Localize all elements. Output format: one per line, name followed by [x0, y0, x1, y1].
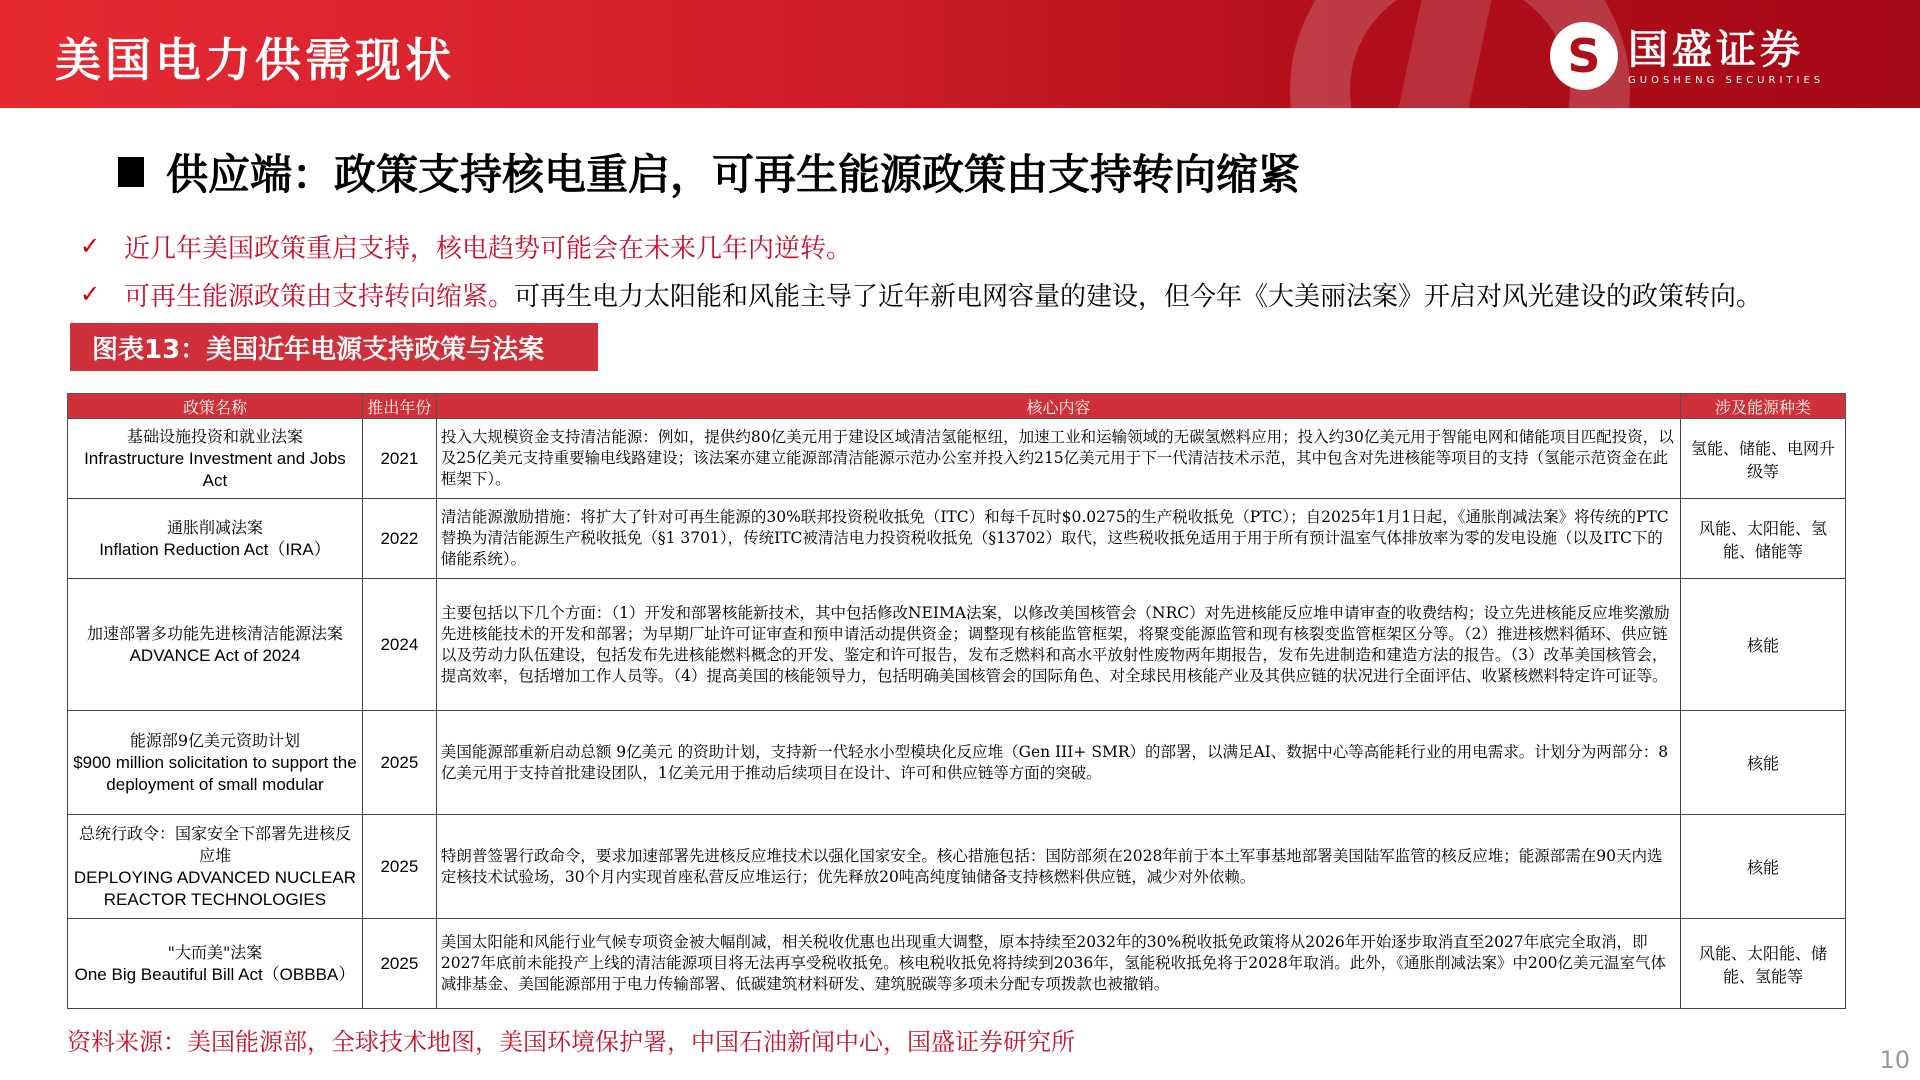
energy-cell: 核能 — [1681, 711, 1846, 815]
year-cell: 2025 — [362, 919, 436, 1009]
logo-name-en: GUOSHENG SECURITIES — [1628, 74, 1825, 86]
page-section-title: 美国电力供需现状 — [55, 33, 455, 87]
table-header-row — [68, 394, 1846, 419]
energy-cell: 核能 — [1681, 579, 1846, 711]
energy-cell: 风能、太阳能、储能、氢能等 — [1681, 919, 1846, 1009]
energy-cell: 风能、太阳能、氢能、储能等 — [1681, 499, 1846, 579]
check-icon: ✓ — [80, 280, 101, 308]
energy-cell: 核能 — [1681, 815, 1846, 919]
table-row — [68, 711, 1846, 815]
company-logo — [1550, 22, 1824, 90]
policy-name-cell: "大而美"法案 One Big Beautiful Bill Act（OBBBA） — [68, 919, 363, 1009]
policy-table — [67, 393, 1846, 1009]
heading-text: 供应端：政策支持核电重启，可再生能源政策由支持转向缩紧 — [166, 150, 1301, 199]
column-header-energy-type: 涉及能源种类 — [1681, 394, 1846, 419]
column-header-content: 核心内容 — [436, 394, 1680, 419]
content-cell: 特朗普签署行政命令，要求加速部署先进核反应堆技术以强化国家安全。核心措施包括：国防部须在2028年前于本土军事基地部署美国陆军监管的核反应堆；能源部需在90天内选定核技术试验场，30个月内实现首座私营反应堆运行；优先释放20吨高纯度铀储备支持核燃料供应链，减少对外依赖。 — [436, 815, 1680, 919]
energy-cell: 氢能、储能、电网升级等 — [1681, 419, 1846, 499]
year-cell: 2022 — [362, 499, 436, 579]
table-row — [68, 919, 1846, 1009]
content-cell: 清洁能源激励措施：将扩大了针对可再生能源的30%联邦投资税收抵免（ITC）和每千瓦时$0.0275的生产税收抵免（PTC）；自2025年1月1日起，《通胀削减法案》将传统的PTC替换为清洁能源生产税收抵免（§1 3701），传统ITC被清洁电力投资税收抵免（§13702）取代，这些税收抵免适用于用于所有预计温室气体排放率为零的发电设施（以及ITC下的储能系统）。 — [436, 499, 1680, 579]
bullet-item — [80, 270, 1762, 318]
table-row — [68, 499, 1846, 579]
square-bullet-icon — [118, 157, 144, 187]
policy-name-cell: 通胀削减法案 Inflation Reduction Act（IRA） — [68, 499, 363, 579]
year-cell: 2024 — [362, 579, 436, 711]
logo-name-cn: 国盛证券 — [1628, 26, 1804, 73]
figure-label: 图表13：美国近年电源支持政策与法案 — [70, 323, 598, 371]
policy-name-cell: 基础设施投资和就业法案 Infrastructure Investment and Jobs Act — [68, 419, 363, 499]
column-header-policy-name: 政策名称 — [68, 394, 363, 419]
content-cell: 美国能源部重新启动总额 9亿美元 的资助计划，支持新一代轻水小型模块化反应堆（Gen III+ SMR）的部署，以满足AI、数据中心等高能耗行业的用电需求。计划分为两部分：8亿美元用于支持首批建设团队，1亿美元用于推动后续项目在设计、许可和供应链等方面的突破。 — [436, 711, 1680, 815]
bullet-highlight-text: 可再生能源政策由支持转向缩紧。 — [124, 281, 515, 312]
policy-name-cell: 能源部9亿美元资助计划 $900 million solicitation to support the deployment of small modular — [68, 711, 363, 815]
bullet-item — [80, 222, 1762, 270]
source-note: 资料来源：美国能源部，全球技术地图，美国环境保护署，中国石油新闻中心，国盛证券研究所 — [67, 1028, 1075, 1056]
table-row — [68, 419, 1846, 499]
bullet-highlight-text: 近几年美国政策重启支持，核电趋势可能会在未来几年内逆转。 — [124, 233, 853, 264]
column-header-year: 推出年份 — [362, 394, 436, 419]
page-number: 10 — [1879, 1046, 1910, 1074]
policy-name-cell: 总统行政令：国家安全下部署先进核反应堆 DEPLOYING ADVANCED NUCLEAR REACTOR TECHNOLOGIES — [68, 815, 363, 919]
year-cell: 2021 — [362, 419, 436, 499]
table-row — [68, 579, 1846, 711]
year-cell: 2025 — [362, 815, 436, 919]
year-cell: 2025 — [362, 711, 436, 815]
table-row — [68, 815, 1846, 919]
bullet-list — [80, 222, 1762, 318]
check-icon: ✓ — [80, 232, 101, 260]
policy-name-cell: 加速部署多功能先进核清洁能源法案 ADVANCE Act of 2024 — [68, 579, 363, 711]
content-cell: 美国太阳能和风能行业气候专项资金被大幅削减，相关税收优惠也出现重大调整，原本持续至2032年的30%税收抵免政策将从2026年开始逐步取消直至2027年底完全取消，即2027年底前未能投产上线的清洁能源项目将无法再享受税收抵免。核电税收抵免将持续到2036年，氢能税收抵免将于2028年取消。此外，《通胀削减法案》中200亿美元温室气体减排基金、美国能源部用于电力传输部署、低碳建筑材料研发、建筑脱碳等多项未分配专项拨款也被撤销。 — [436, 919, 1680, 1009]
content-cell: 主要包括以下几个方面：（1）开发和部署核能新技术，其中包括修改NEIMA法案，以修改美国核管会（NRC）对先进核能反应堆申请审查的收费结构；设立先进核能反应堆奖激励先进核能技术的开发和部署；为早期厂址许可证审查和预申请活动提供资金；调整现有核能监管框架，将聚变能源监管和现有核裂变监管框架区分等。（2）推进核燃料循环、供应链以及劳动力队伍建设，包括发布先进核能燃料概念的开发、鉴定和许可报告，发布乏燃料和高水平放射性废物两年期报告，发布先进制造和建造方法的报告。（3）改革美国核管会，提高效率，包括增加工作人员等。（4）提高美国的核能领导力，包括明确美国核管会的国际角色、对全球民用核能产业及其供应链的状况进行全面评估、收紧核燃料特定许可证等。 — [436, 579, 1680, 711]
bullet-body-text: 可再生电力太阳能和风能主导了近年新电网容量的建设，但今年《大美丽法案》开启对风光建设的政策转向。 — [514, 281, 1763, 312]
content-cell: 投入大规模资金支持清洁能源：例如，提供约80亿美元用于建设区域清洁氢能枢纽，加速工业和运输领域的无碳氢燃料应用；投入约30亿美元用于智能电网和储能项目匹配投资，以及25亿美元支持重要输电线路建设；该法案亦建立能源部清洁能源示范办公室并投入约215亿美元用于下一代清洁技术示范，其中包含对先进核能等项目的支持（氢能示范资金在此框架下）。 — [436, 419, 1680, 499]
top-banner — [0, 0, 1920, 108]
logo-s-icon: S — [1550, 22, 1618, 90]
slide-heading — [118, 142, 1300, 202]
